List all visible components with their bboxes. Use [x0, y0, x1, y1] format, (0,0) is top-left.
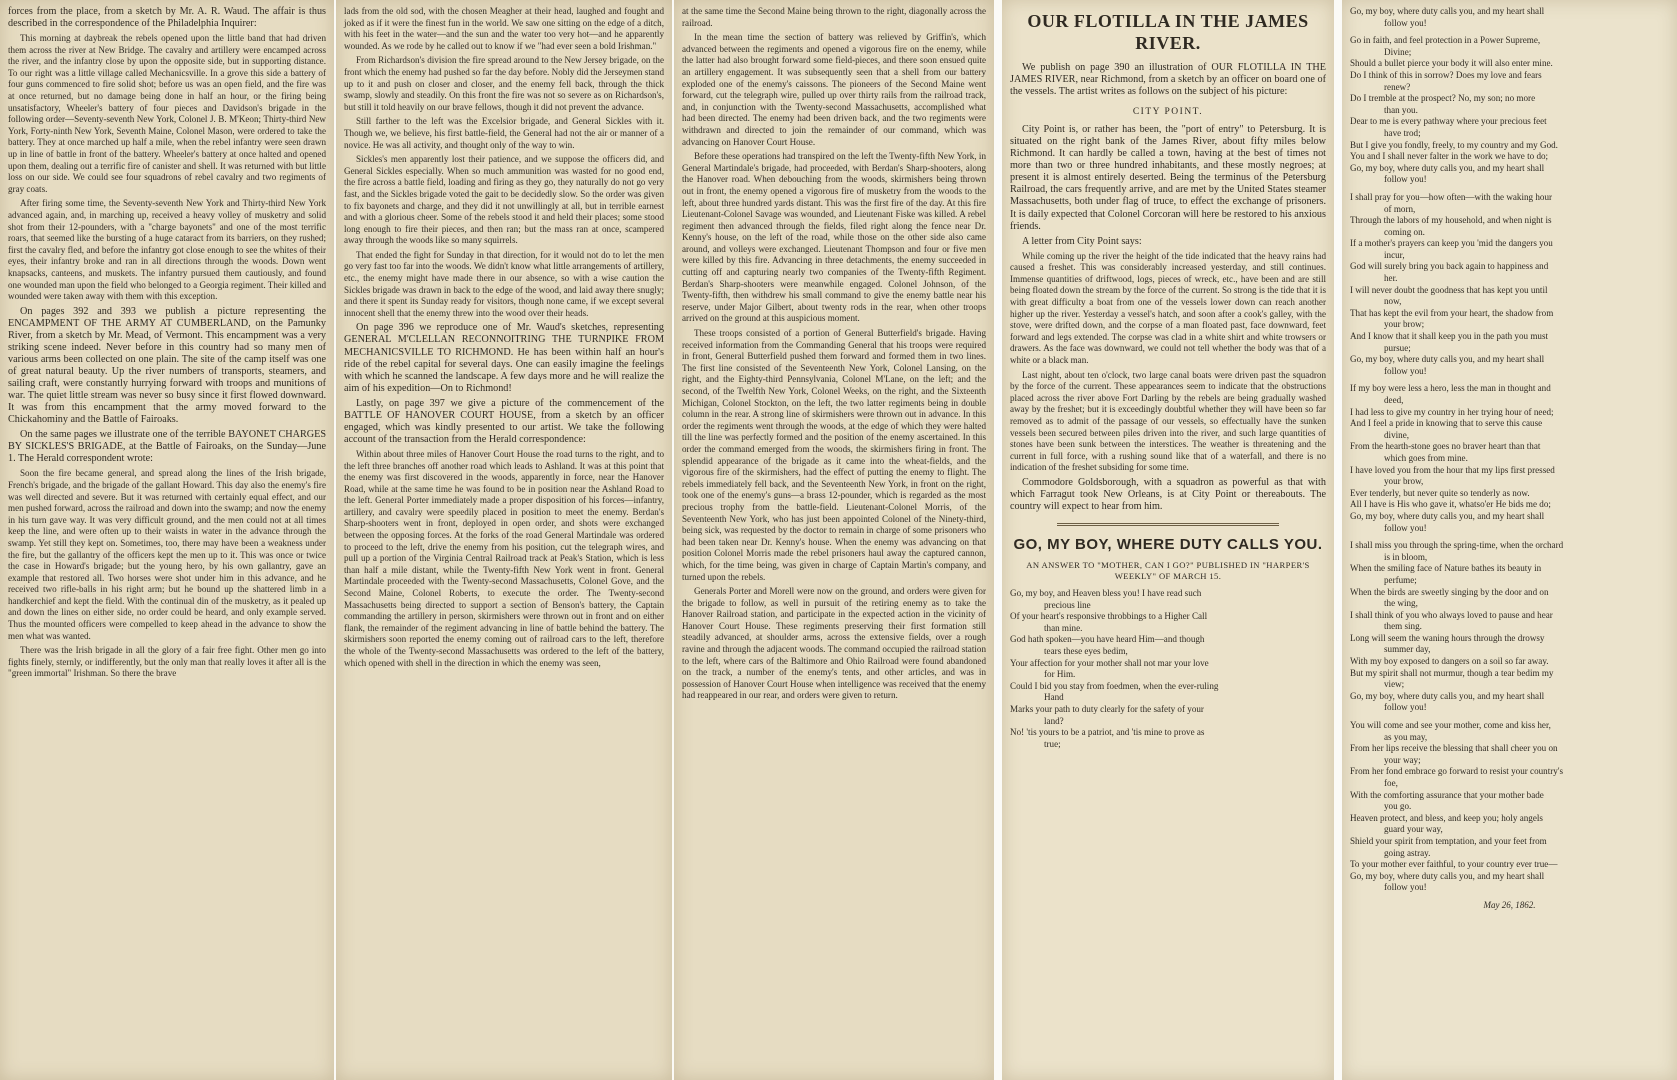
poem-line: Ever tenderly, but never quite so tenderly as now.	[1350, 487, 1530, 498]
poem-line: Should a bullet pierce your body it will also enter mine.	[1350, 58, 1553, 69]
column-5	[1342, 0, 1677, 1080]
poem-line-continuation: follow you!	[1384, 522, 1427, 533]
poem-line: Long will seem the waning hours through the drowsy	[1350, 632, 1545, 643]
paragraph: A letter from City Point says:	[1022, 235, 1142, 247]
quoted-paragraph: Last night, about ten o'clock, two large canal boats were driven past the squadron by the force of the current. These appearances seem to indicate that the obstructions placed across the river above Fort Darling by the rebels are being gradually washed away by the freshet; but it is exceedingly doubtful whether they will have been so far removed as to admit of the passage of our vessels, so effectually have the sunken vessels been secured between piles driven into the river, and such large quantities of stones have been sunk between the interstices. The weather is threatening and the current in full force, with a rushing sound like that of a waterfall, and there is no indication of the freshet subsiding for some time.	[1010, 369, 1326, 473]
poem-line: I will never doubt the goodness that has kept you until	[1350, 284, 1548, 295]
poem-line: To your mother ever faithful, to your country ever true—	[1350, 859, 1558, 870]
poem-line-continuation: you go.	[1384, 801, 1412, 812]
article-title: OUR FLOTILLA IN THE JAMES RIVER.	[1027, 11, 1309, 53]
paragraph: On the same pages we illustrate one of the terrible BAYONET CHARGES BY SICKLES'S BRIGADE, at the Battle of Fairoaks, on the Sunday—June 1. The Herald correspondent wrote:	[8, 429, 326, 465]
poem-line-continuation: follow you!	[1384, 702, 1427, 713]
poem-line-continuation: Hand	[1044, 692, 1064, 703]
poem-line: Of your heart's responsive throbbings to a Higher Call	[1010, 611, 1208, 622]
poem-line: Go, my boy, where duty calls you, and my heart shall	[1350, 162, 1545, 173]
quoted-paragraph: While coming up the river the height of the tide indicated that the heavy rains had caused a freshet. This was considerably increased yesterday, and still continues. Immense quantities of driftwood, logs, pieces of wreck, etc., have been and are still being floated down the stream by the force of the current. So strong is the tide that it is with great difficulty a boat from one of the vessels lower down can reach another higher up the river. Yesterday a vessel's hatch, and soon after a cook's galley, with the stove, were drifted down, and the corpse of a man floated past, face downward, feet forward and legs extended. The corpse was clad in a white shirt and white trowsers or drawers. As the face was downward, we could not tell whether the body was that of a white or a black man.	[1010, 250, 1326, 365]
poem-line: I have loved you from the hour that my lips first pressed	[1350, 464, 1555, 475]
quoted-paragraph: Within about three miles of Hanover Court House the road turns to the right, and to the left three branches off another road which leads to Ashland. It was at this point that the enemy was first discovered in the woods, apparently in force, near the Hanover Road, while at the same time he was found to be in position near the Ashland Road to the left. General Porter immediately made a proper disposition of his forces—infantry, artillery, and cavalry were speedily placed in position to meet the enemy. Berdan's Sharp-shooters went in front, deployed in open order, and shots were exchanged between the opposing forces. At the forks of the road General Martindale was ordered to proceed to the left, drive the enemy from his position, cut the telegraph wires, and pull up a portion of the Virginia Central Railroad track at Peak's Station, which is less than half a mile distant, while the Twenty-fifth New York went in front. General Martindale proceeded with the Twenty-second Massachusetts, Colonel Gove, and the Second Maine, Colonel Roberts, to execute the order. The Twenty-second Massachusetts being directed to support a section of Benson's battery, the Captain commanding the artillery in person, skirmishers were thrown out in front and on either flank, the remainder of the regiment advancing in line of battle behind the battery. The skirmishers soon reported the enemy coming out of railroad cars to the left, therefore the whole of the Twenty-second Massachusetts was ordered to the left of the battery, which opened with shell in the direction in which the enemy was seen,	[344, 448, 664, 668]
poem-line-continuation: Divine;	[1384, 46, 1412, 57]
poem-line: I shall think of you who always loved to pause and hear	[1350, 609, 1553, 620]
poem-line-continuation: them sing.	[1384, 621, 1422, 632]
paragraph: We publish on page 390 an illustration of OUR FLOTILLA IN THE JAMES RIVER, near Richmond, from a sketch by an officer on board one of the vessels. The artist writes as follows on the subject of his picture:	[1010, 62, 1326, 98]
poem-line-continuation: the wing,	[1384, 598, 1418, 609]
quoted-paragraph: That ended the fight for Sunday in that direction, for it would not do to let the men go very fast too far into the woods. We didn't know what little arrangements of artillery, etc., the enemy might have made there in our absence, so with a wise caution the Sickles brigade was drawn in back to the edge of the wood, and laid away there snugly; and there it spent its Sunday ready for visitors, though none came, if we except several innocent shell that the enemy threw into the wood over their heads.	[344, 249, 664, 318]
poem-line: Go, my boy, and Heaven bless you! I have read such	[1010, 588, 1202, 599]
poem-line-continuation: guard your way,	[1384, 824, 1443, 835]
poem-line-continuation: coming on.	[1384, 226, 1425, 237]
poem-line: All I have is His who gave it, whatso'er He bids me do;	[1350, 499, 1551, 510]
quoted-paragraph: Still farther to the left was the Excelsior brigade, and General Sickles with it. Though we, we believe, his first battle-field, the General had not the air or manner of a novice. He was all activity, and thought only of the way to win.	[344, 116, 664, 150]
quoted-paragraph: From Richardson's division the fire spread around to the New Jersey brigade, on the front which the enemy had pushed so far the day before. Nobly did the Jerseymen stand up to it and push on closer and closer, and the enemy fell back, through the thick swamp, slowly and steadily. On this front the fire was not so severe as on Richardson's, but still it told heavily on our brave fellows, though it did not prevent the advance.	[344, 55, 664, 112]
poem-line: You and I shall never falter in the work we have to do;	[1350, 151, 1549, 162]
poem-line-continuation: than mine.	[1044, 622, 1083, 633]
poem-line: Shield your spirit from temptation, and your feet from	[1350, 835, 1547, 846]
quoted-paragraph: lads from the old sod, with the chosen Meagher at their head, laughed and fought and joked as if it were the finest fun in the world. We saw one sitting on the edge of a ditch, with his feet in the water—and the sun and the water too very hot—and he apparently wounded. As we rode by he called out to know if we "had ever seen a bold Irishman."	[344, 6, 664, 51]
poem-line-continuation: deed,	[1384, 395, 1404, 405]
poem-line-continuation: perfume;	[1384, 574, 1417, 585]
poem-line-continuation: follow you!	[1384, 882, 1427, 893]
paragraph: forces from the place, from a sketch by Mr. A. R. Waud. The affair is thus described in the correspondence of the Philadelphia Inquirer:	[8, 6, 326, 30]
poem-line: You will come and see your mother, come and kiss her,	[1350, 720, 1551, 731]
poem-line-continuation: is in bloom,	[1384, 551, 1428, 562]
poem-title: GO, MY BOY, WHERE DUTY CALLS YOU.	[1013, 536, 1323, 554]
column-4	[1002, 0, 1334, 1080]
poem-line: But I give you fondly, freely, to my country and my God.	[1350, 139, 1558, 150]
poem-line: God will surely bring you back again to happiness and	[1350, 261, 1549, 272]
poem-line: God hath spoken—you have heard Him—and though	[1010, 634, 1205, 645]
poem-line-continuation: as you may,	[1384, 731, 1428, 742]
poem-line-continuation: pursue;	[1384, 342, 1411, 353]
poem-line-continuation: precious line	[1044, 599, 1091, 610]
poem-stanza	[1350, 192, 1669, 378]
poem-line: Dear to me is every pathway where your precious feet	[1350, 116, 1547, 127]
poem-line-continuation: renew?	[1384, 81, 1411, 92]
poem-line-continuation: her.	[1384, 273, 1398, 284]
poem-line-continuation: land?	[1044, 715, 1064, 726]
poem-line: No! 'tis yours to be a patriot, and 'tis mine to prove as	[1010, 727, 1205, 738]
quoted-paragraph: This morning at daybreak the rebels opened upon the little band that had driven them across the river at New Bridge. The cavalry and artillery were encamped across the river, and the infantry close by upon the opposite side, but in supporting distance. To our right was a little village called Mechanicsville. In a grove this side a battery of four guns commenced to fire solid shot; before us was an open field, and the fire was at once returned, but no damage being done in half an hour, or the firing being unsatisfactory, Wheeler's battery of four pieces and Davidson's brigade in the following order—Seventy-seventh New York, Colonel J. B. M'Keon; Thirty-third New York, Forty-ninth New York, Seventh Maine, Colonel Mason, were ordered to take the battery. They at once marched up half a mile, when the rebel infantry were seen drawn up in line of battle in front of the battery. Wheeler's battery at once halted and opened upon them, dealing out a terrific fire of canister and shell. It was returned with but little loss on our side. We could see four squadrons of rebel cavalry and two regiments of gray coats.	[8, 33, 326, 194]
poem-line: I had less to give my country in her trying hour of need;	[1350, 406, 1554, 417]
quoted-paragraph: There was the Irish brigade in all the glory of a fair free fight. Other men go into fights finely, sternly, or indifferently, but the only man that really loves it after all is the "green immortal" Irishman. So there the brave	[8, 645, 326, 679]
paragraph: City Point is, or rather has been, the "port of entry" to Petersburg. It is situated on the right bank of the James River, about fifty miles below Richmond. It can hardly be called a town, having at the best of times not more than two or three hundred inhabitants, and these mostly negroes; at present it is almost entirely deserted. Being the terminus of the Petersburg Railroad, the cars frequently arrive, and are met by the United States steamer Massachusetts, both under flag of truce, to effect the exchange of prisoners. It is daily expected that Colonel Corcoran will here be restored to his anxious friends.	[1010, 124, 1326, 232]
quoted-paragraph: Soon the fire became general, and spread along the lines of the Irish brigade, French's brigade, and the brigade of the gallant Howard. This day also the enemy's fire was well directed and severe. But it was returned with certainly equal effect, and our men pushed forward, across the railroad and down into the swamp; and now the enemy in his turn gave way. It was very difficult ground, and the men could not at all times keep the line, and were often up to their waists in water in the advance through the swamp. Yet still they kept on. Sometimes, too, there may have been a weakness under the fire, but the gallantry of the officers kept the men up to it. This was once or twice the case in Howard's brigade; but the young hero, by his own gallantry, gave an example that restored all. Two horses were shot under him in this advance, and he received two rifle-balls in his right arm; but he bound up the shattered limb in a handkerchief and kept the field. With the continual din of the musketry, as it pealed up and down the lines on either side, no order could be heard, and only example served. Thus the mounted officers were compelled to keep ahead in the advance to show the men what was wanted.	[8, 468, 326, 641]
poem-line: Heaven protect, and bless, and keep you; holy angels	[1350, 812, 1543, 823]
poem-line-continuation: your way;	[1384, 754, 1421, 765]
poem-line: That has kept the evil from your heart, the shadow from	[1350, 307, 1554, 318]
poem-line: And I feel a pride in knowing that to serve this cause	[1350, 418, 1543, 429]
section-heading: CITY POINT.	[1132, 107, 1204, 118]
section-divider	[1057, 523, 1278, 526]
poem-date: May 26, 1862.	[1483, 899, 1536, 910]
poem-line: Marks your path to duty clearly for the safety of your	[1010, 704, 1204, 715]
poem-line: But my spirit shall not murmur, though a tear bedim my	[1350, 667, 1554, 678]
poem-line: From her lips receive the blessing that shall cheer you on	[1350, 743, 1558, 754]
column-gap	[1334, 0, 1342, 1080]
quoted-paragraph: Sickles's men apparently lost their patience, and we suppose the officers did, and General Sickles especially. When so much ammunition was wasted for no good end, the fire across a battle field, loading and firing as they go, they naturally do not go very fast, and the Sickles brigade voted the gait to be decidedly slow. So the order was given to fix bayonets and charge, and they did it not unwillingly at all, but in terrible earnest and with a glorious cheer. Some of the rebels stood it and held their places; some stood long enough to fire their pieces, and then ran; but the mass ran at once, scampered away through the woods like so many squirrels.	[344, 154, 664, 246]
poem-line-continuation: follow you!	[1384, 365, 1427, 376]
paragraph: Commodore Goldsborough, with a squadron as powerful as that with which Farragut took New Orleans, is at City Point or thereabouts. The country will expect to hear from him.	[1010, 476, 1326, 513]
poem-line: Go in faith, and feel protection in a Power Supreme,	[1350, 35, 1541, 46]
poem-line-continuation: true;	[1044, 738, 1061, 749]
poem-line-continuation: tears these eyes bedim,	[1044, 646, 1128, 657]
quoted-paragraph: Before these operations had transpired on the left the Twenty-fifth New York, in General Martindale's brigade, had proceeded, with Berdan's Sharp-shooters, along the Hanover road. When debouching from the woods, skirmishers being thrown out in front, the enemy opened a vigorous fire of musketry from the woods to the left, about three hundred yards distant. This was the first fire of the day. At this fire Lieutenant-Colonel Savage was wounded, and Lieutenant Fiske was killed. A rebel regiment then advanced through the fields, filed right along the fence near Dr. Kenny's house, on the left of the road, while those on the other side also came around, and volleys were exchanged. Lieutenant Thompson and four or five men were killed by this fire. Advancing in three detachments, the enemy succeeded in cutting off and capturing nearly two companies of the Twenty-fifth Regiment. Berdan's Sharp-shooters were meanwhile engaged. Colonel Johnson, of the Twenty-fifth, then withdrew his small command to give the enemy battle near his reserve, under Major Gilbert, about twenty rods in the rear, when other troops arrived on the ground at this auspicious moment.	[682, 151, 986, 324]
poem-stanza	[1350, 540, 1669, 714]
poem-line: When the smiling face of Nature bathes its beauty in	[1350, 563, 1542, 574]
poem-subtitle: AN ANSWER TO "MOTHER, CAN I GO?" PUBLISHED IN "HARPER'S WEEKLY" OF MARCH 15.	[1026, 560, 1310, 582]
quoted-paragraph: After firing some time, the Seventy-seventh New York and Thirty-third New York advanced again, and, in marching up, received a heavy volley of musketry and solid shot from their 12-pounders, with a "charge bayonets" and one of the most terrific roars, that seemed like the bursting of a huge cataract from its barriers, on they rushed; first the cavalry fled, and before the infantry got close enough to see the whites of their eyes, their infantry broke and ran in all directions through the woods. Down went knapsacks, canteens, and muskets. The infantry pursued them cautiously, and found one wounded man upon the field who belonged to a Georgia regiment. Their killed and wounded were taken away with them with this exception.	[8, 198, 326, 302]
poem-line: Do I tremble at the prospect? No, my son; no more	[1350, 93, 1536, 104]
poem-line: Go, my boy, where duty calls you, and my heart shall	[1350, 690, 1545, 701]
poem-line: Through the labors of my household, and when night is	[1350, 215, 1552, 226]
poem-line-continuation: divine,	[1384, 429, 1410, 440]
poem-line: Go, my boy, where duty calls you, and my heart shall	[1350, 870, 1545, 881]
paragraph: On pages 392 and 393 we publish a picture representing the ENCAMPMENT OF THE ARMY AT CUMBERLAND, on the Pamunky River, from a sketch by Mr. Mead, of Vermont. This encampment was a very striking scene indeed. Never before in this country had so many men of various arms been collected on one plain. The site of the camp itself was one of great natural beauty. Up the river numbers of transports, steamers, and sailing craft, were constantly hurrying forward with troops and munitions of war. The quiet little stream was never so busy since it first flowed downward. It was from this encampment that the army moved forward to the Chickahominy and the Battle of Fairoaks.	[8, 305, 326, 426]
poem-continuation	[1350, 6, 1669, 894]
poem-stanza	[1350, 383, 1669, 534]
paragraph: Lastly, on page 397 we give a picture of the commencement of the BATTLE OF HANOVER COURT HOUSE, from a sketch by an officer engaged, which was kindly presented to our artist. We take the following account of the transaction from the Herald correspondence:	[344, 397, 664, 445]
quoted-paragraph: These troops consisted of a portion of General Butterfield's brigade. Having received information from the Commanding General that his troops were required in front, General Butterfield pushed them forward and formed them in two lines. The first line consisted of the Seventeenth New York, Colonel Lansing, on the right, and the Eighty-third Pennsylvania, Colonel M'Lane, on the left; and the second, of the Twelfth New York, Colonel Weeks, on the right, and the Sixteenth Michigan, Colonel Stockton, on the left, the two latter regiments being in double column in the rear. A strong line of skirmishers were thrown out in advance. In this order the regiments went through the woods, at the edge of which they were halted till the line was perfectly formed and the position of the enemy ascertained. In this order the command emerged from the woods, the skirmishers firing in front. The splendid appearance of the brigade as it came into the wheat-fields, and the vigorous fire of the skirmishers, had the effect of putting the enemy to flight. The rebels immediately fell back, and the Seventeenth New York, in front on the right, took one of the enemy's guns—a brass 12-pounder, which is regarded as the most precious trophy from the battle-field. Lieutenant-Colonel Morris, of the Seventeenth New York, who has just been appointed Colonel of the Ninety-third, being sick, was requested by the doctor to remain in charge of some prisoners who had been taken near Dr. Kenny's house. When the enemy was advancing on that position Colonel Morris made the rebel prisoners haul away the captured cannon, which, for the time being, was given in charge of Captain Martin's company, and turned upon the rebels.	[682, 328, 986, 582]
poem-line: I shall pray for you—how often—with the waking hour	[1350, 191, 1553, 202]
poem-line: Could I bid you stay from foedmen, when the ever-ruling	[1010, 680, 1219, 691]
poem-stanza	[1350, 35, 1669, 186]
poem-line: Go, my boy, where duty calls you, and my heart shall	[1350, 510, 1545, 521]
poem-line: If a mother's prayers can keep you 'mid the dangers you	[1350, 238, 1553, 249]
poem-line-continuation: follow you!	[1384, 174, 1427, 185]
poem-stanza	[1350, 720, 1669, 894]
poem-line-continuation: incur,	[1384, 249, 1405, 260]
poem-line-continuation: view;	[1384, 679, 1405, 690]
poem-line-continuation: going astray.	[1384, 847, 1431, 858]
column-1	[0, 0, 334, 1080]
poem-line: With the comforting assurance that your mother bade	[1350, 789, 1544, 800]
poem-line-continuation: for Him.	[1044, 669, 1076, 680]
poem-line: Go, my boy, where duty calls you, and my heart shall	[1350, 6, 1545, 16]
poem-line-continuation: summer day,	[1384, 644, 1431, 655]
paragraph: On page 396 we reproduce one of Mr. Waud's sketches, representing GENERAL M'CLELLAN RECONNOITRING THE TURNPIKE FROM MECHANICSVILLE TO RICHMOND. He has been within half an hour's ride of the rebel capital for several days. One can easily imagine the feelings with which he scanned the landscape. A few days more and he will realize the aim of his expedition—On to Richmond!	[344, 322, 664, 394]
poem-line-continuation: your brow,	[1384, 476, 1424, 487]
poem-line: From her fond embrace go forward to resist your country's	[1350, 766, 1564, 777]
poem-line-continuation: which goes from mine.	[1384, 452, 1468, 463]
poem-line-continuation: have trod;	[1384, 127, 1421, 138]
quoted-paragraph: In the mean time the section of battery was relieved by Griffin's, which advanced between the regiments and opened a vigorous fire on the enemy, while the latter had also brought forward some field-pieces, and there soon ensued quite an artillery engagement. It was subsequently seen that a shell from our battery exploded one of the enemy's caissons. The pioneers of the Second Maine went forward, cut the telegraph wire, pulled up over thirty rails from the railroad track, and, in conjunction with the Twenty-second Massachusetts, accomplished what had been directed. The enemy had been driven back, and the two regiments were withdrawn and directed to join the remainder of our command, which was advancing on Hanover Court House.	[682, 32, 986, 147]
poem-line-continuation: foe,	[1384, 778, 1398, 788]
poem-line: From the hearth-stone goes no braver heart than that	[1350, 441, 1541, 452]
poem-line-continuation: follow you!	[1384, 17, 1427, 28]
poem-line: And I know that it shall keep you in the path you must	[1350, 331, 1549, 342]
poem-stanza	[1350, 6, 1669, 29]
poem-line-continuation: than you.	[1384, 104, 1418, 115]
poem-line: Do I think of this in sorrow? Does my love and fears	[1350, 69, 1542, 80]
poem-line: Your affection for your mother shall not mar your love	[1010, 657, 1209, 668]
poem-line: I shall miss you through the spring-time, when the orchard	[1350, 540, 1564, 551]
poem-line: If my boy were less a hero, less the man in thought and	[1350, 383, 1551, 394]
poem-line-continuation: your brow;	[1384, 319, 1425, 330]
quoted-paragraph: at the same time the Second Maine being thrown to the right, diagonally across the railroad.	[682, 6, 986, 28]
column-3	[674, 0, 994, 1080]
poem-line-continuation: of morn,	[1384, 203, 1416, 214]
poem-line: Go, my boy, where duty calls you, and my heart shall	[1350, 354, 1545, 365]
poem-line-continuation: now,	[1384, 296, 1402, 307]
poem-line: When the birds are sweetly singing by the door and on	[1350, 586, 1549, 597]
column-gap	[994, 0, 1002, 1080]
poem-stanza	[1010, 588, 1326, 750]
poem-line: With my boy exposed to dangers on a soil so far away.	[1350, 656, 1549, 667]
column-2	[336, 0, 672, 1080]
quoted-paragraph: Generals Porter and Morell were now on the ground, and orders were given for the brigade to follow, as well in pursuit of the retiring enemy as to take the Hanover Railroad station, and participate in the expected action in the vicinity of Hanover Court House. These regiments preserving their first formation still steadily advanced, at shoulder arms, across the extensive fields, over a rough ravine and through the adjacent woods. The command occupied the railroad station to the left, where cars of the Baltimore and Ohio Railroad were found abandoned on the track, a number of the enemy's tents, and other articles, and was in possession of Hanover Court House when intelligence was received that the enemy had reappeared in our rear, and orders were given to return.	[682, 586, 986, 701]
